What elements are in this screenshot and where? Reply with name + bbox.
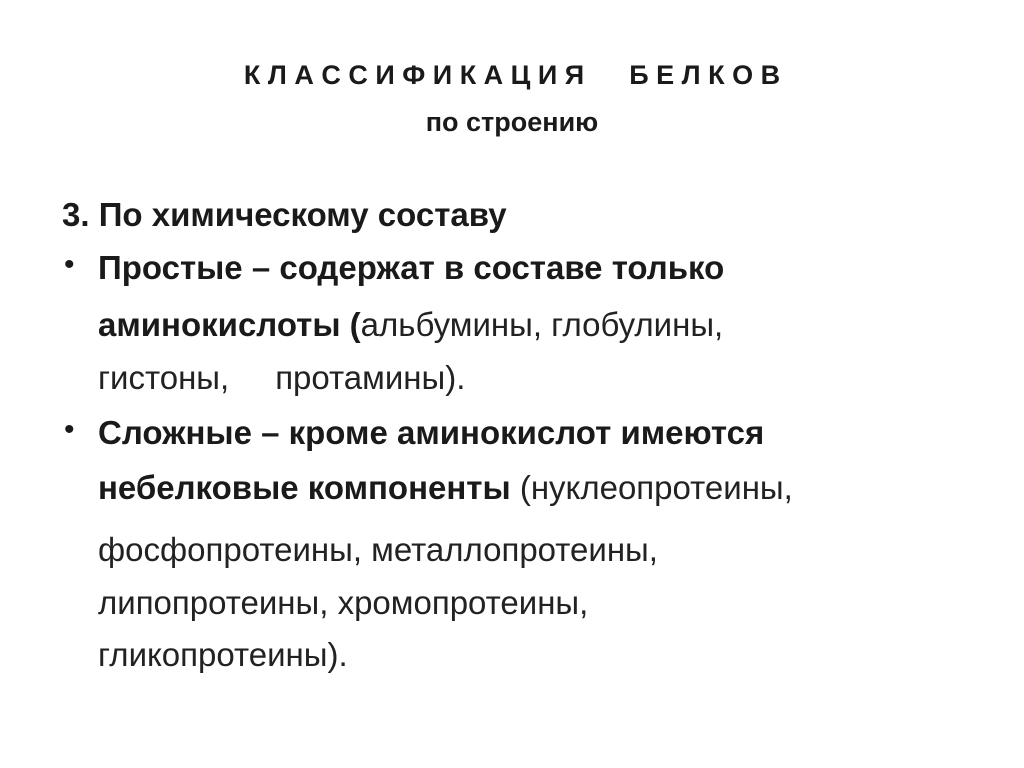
complex-proteins-line-2 [98, 468, 793, 508]
complex-proteins-examples-2: фосфопротеины, металлопротеины, [98, 531, 658, 568]
complex-proteins-examples-4: гликопротеины). [98, 636, 348, 673]
simple-proteins-line-2 [98, 305, 723, 345]
simple-proteins-line-1: Простые – содержат в составе только [98, 249, 725, 286]
slide-title: К Л А С С И Ф И К А Ц И Я Б Е Л К О В [243, 60, 781, 90]
complex-proteins-examples-1: (нуклеопротеины, [510, 469, 793, 506]
slide-subtitle: по строению [425, 107, 599, 137]
simple-proteins-examples-2: гистоны, [98, 359, 230, 396]
bullet-marker-simple: • [64, 248, 75, 281]
complex-proteins-examples-3: липопротеины, хромопротеины, [98, 584, 589, 621]
bullet-marker-complex: • [64, 413, 75, 446]
simple-proteins-line-3 [98, 358, 465, 398]
simple-proteins-examples-1: альбумины, глобулины, [360, 306, 724, 343]
simple-proteins-bold-term: аминокислоты ( [98, 306, 361, 343]
simple-proteins-examples-3: протамины). [275, 359, 466, 396]
complex-proteins-line-1: Сложные – кроме аминокислот имеются [98, 414, 765, 451]
section-heading: 3. По химическому составу [62, 196, 507, 233]
complex-proteins-bold-term: небелковые компоненты [98, 469, 511, 506]
